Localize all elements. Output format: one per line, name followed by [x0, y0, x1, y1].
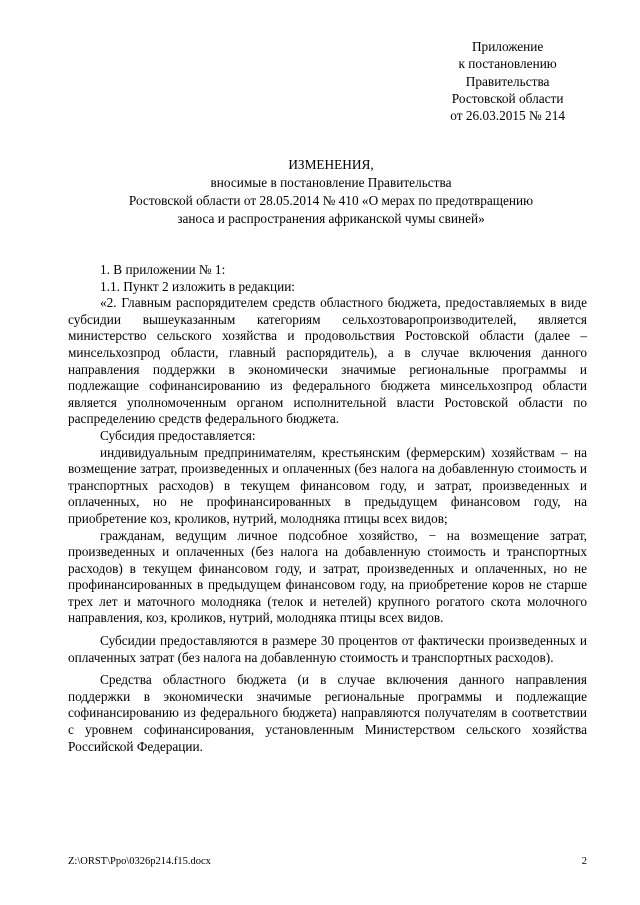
- paragraph-subsidy-intro: Субсидия предоставляется:: [100, 427, 256, 443]
- appendix-line: к постановлению: [458, 56, 557, 72]
- title-line: Ростовской области от 28.05.2014 № 410 «О мерах по предотвращению: [128, 193, 534, 208]
- appendix-line: Правительства: [465, 73, 550, 89]
- title-heading: ИЗМЕНЕНИЯ,: [288, 157, 374, 172]
- paragraph-regional-funds: Средства областного бюджета (и в случае включения данного направления поддержки в экономически значимые региональные программы и подлежащие софинансированию из федерального бюджета) направляются получателям в соответствии с уровнем софинансирования, установленным Министерством сельского хозяйства Российской Федерации.: [68, 672, 587, 754]
- paragraph-item-1: 1. В приложении № 1:: [100, 262, 226, 277]
- appendix-note: [450, 38, 565, 124]
- paragraph-item-1-1: 1.1. Пункт 2 изложить в редакции:: [100, 278, 295, 294]
- paragraph-subsidy-size: Субсидии предоставляются в размере 30 процентов от фактически произведенных и оплаченных затрат (без налога на добавленную стоимость и транспортных расходов).: [68, 633, 587, 665]
- appendix-line: Приложение: [471, 39, 544, 54]
- paragraph-main-distributor: «2. Главным распорядителем средств областного бюджета, предоставляемых в виде субсидии вышеуказанным категориям сельхозтоваропроизводителей, является министерство сельского хозяйства и продовольствия Ростовской области (далее – минсельхозпрод области, главный распорядитель), а в случае включения данного направления поддержки в экономически значимые региональные программы и подлежащие софинансированию из федерального бюджета минсельхозпрод области является уполномоченным органом исполнительной власти Ростовской области по распределению средств федерального бюджета.: [68, 295, 587, 427]
- title-line: вносимые в постановление Правительства: [210, 175, 452, 190]
- document-title: [80, 156, 582, 228]
- file-path: Z:\ORST\Ppo\0326p214.f15.docx: [68, 856, 211, 867]
- page-number: 2: [581, 856, 587, 867]
- paragraph-entrepreneurs: индивидуальным предпринимателям, крестьянским (фермерским) хозяйствам – на возмещение затрат, произведенных и оплаченных (без налога на добавленную стоимость и транспортных расходов) в текущем финансовом году, и затрат, произведенных и оплаченных, но не профинансированных в предыдущем финансовом году, на приобретение коз, кроликов, нутрий, молодняка птицы всех видов;: [68, 444, 587, 526]
- appendix-line: Ростовской области: [451, 90, 564, 106]
- title-line: заноса и распространения африканской чумы свиней»: [177, 211, 485, 226]
- paragraph-citizens: гражданам, ведущим личное подсобное хозяйство, − на возмещение затрат, произведенных и оплаченных (без налога на добавленную стоимость и транспортных расходов) в текущем финансовом году, и затрат, произведенных и оплаченных, но не профинансированных в предыдущем финансовом году, на приобретение коров не старше трех лет и маточного молодняка (телок и нетелей) крупного рогатого скота молочного направления, коз, кроликов, нутрий, молодняка птицы всех видов.: [68, 527, 587, 626]
- document-body: [68, 262, 587, 755]
- appendix-line: от 26.03.2015 № 214: [450, 108, 565, 124]
